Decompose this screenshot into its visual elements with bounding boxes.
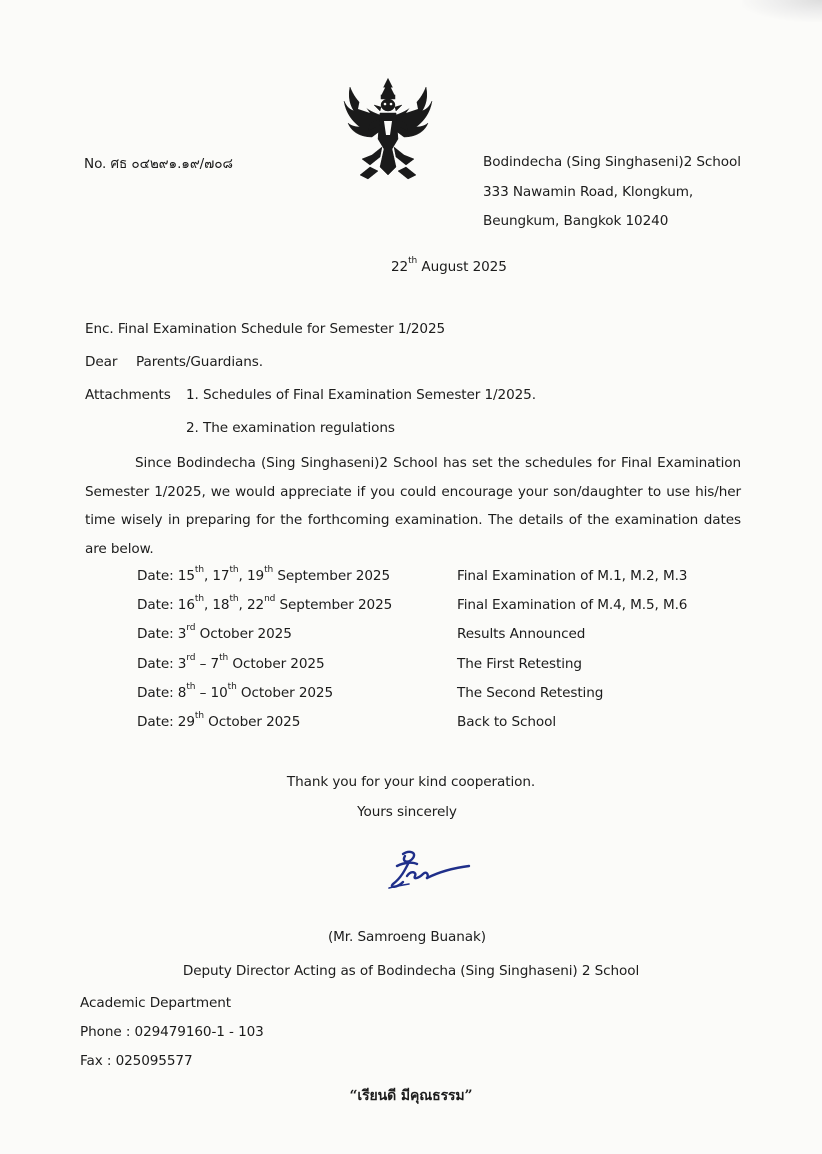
phone-number: Phone : 029479160-1 - 103 — [80, 1024, 264, 1040]
schedule-event: The Second Retesting — [457, 684, 604, 701]
schedule-event: Final Examination of M.4, M.5, M.6 — [457, 597, 688, 614]
school-address-line-2: 333 Nawamin Road, Klongkum, — [483, 184, 694, 200]
enclosure-line: Enc. Final Examination Schedule for Semester 1/2025 — [85, 321, 446, 337]
schedule-date: Date: 3rd October 2025 — [137, 623, 292, 643]
school-address-line-1: Bodindecha (Sing Singhaseni)2 School — [483, 154, 741, 170]
schedule-event: Back to School — [457, 714, 557, 730]
schedule-event: Results Announced — [457, 626, 586, 643]
schedule-date: Date: 8th – 10th October 2025 — [137, 681, 334, 701]
schedule-event: Final Examination of M.1, M.2, M.3 — [457, 568, 688, 584]
garuda-emblem-icon — [340, 75, 436, 185]
schedule-date: Date: 29th October 2025 — [137, 711, 301, 730]
attachment-item-2: 2. The examination regulations — [186, 420, 395, 436]
body-paragraph — [85, 449, 741, 563]
dear-label: Dear — [85, 354, 118, 370]
schedule-date: Date: 16th, 18th, 22nd September 2025 — [137, 594, 393, 614]
handwritten-signature — [383, 848, 473, 896]
closing-salutation: Yours sincerely — [357, 804, 457, 820]
school-address-line-3: Beungkum, Bangkok 10240 — [483, 213, 669, 229]
reference-number: No. ศธ ๐๔๒๙๑.๑๙/๗๐๘ — [84, 156, 233, 172]
letter-date: 22th August 2025 — [391, 256, 507, 275]
signatory-name: (Mr. Samroeng Buanak) — [327, 929, 487, 945]
schedule-event: The First Retesting — [457, 655, 582, 672]
body-text: Since Bodindecha (Sing Singhaseni)2 School has set the schedules for Final Examination Semester 1/2025, we would appreciate if you could encourage your son/daughter to use his/her time wisely in preparing for the forthcoming examination. The details of the examination dates are below. — [85, 455, 741, 557]
scan-shadow — [742, 0, 822, 22]
attachments-label: Attachments — [85, 387, 171, 403]
fax-number: Fax : 025095577 — [80, 1053, 193, 1069]
schedule-date: Date: 15th, 17th, 19th September 2025 — [137, 565, 390, 584]
department-name: Academic Department — [80, 995, 232, 1011]
dear-recipient: Parents/Guardians. — [136, 354, 263, 370]
school-motto: “เรียนดี มีคุณธรรม” — [349, 1088, 473, 1104]
thanks-line: Thank you for your kind cooperation. — [286, 774, 536, 790]
signatory-title: Deputy Director Acting as of Bodindecha (Sing Singhaseni) 2 School — [182, 963, 640, 979]
schedule-date: Date: 3rd – 7th October 2025 — [137, 652, 325, 672]
attachment-item-1: 1. Schedules of Final Examination Semester 1/2025. — [186, 387, 536, 403]
